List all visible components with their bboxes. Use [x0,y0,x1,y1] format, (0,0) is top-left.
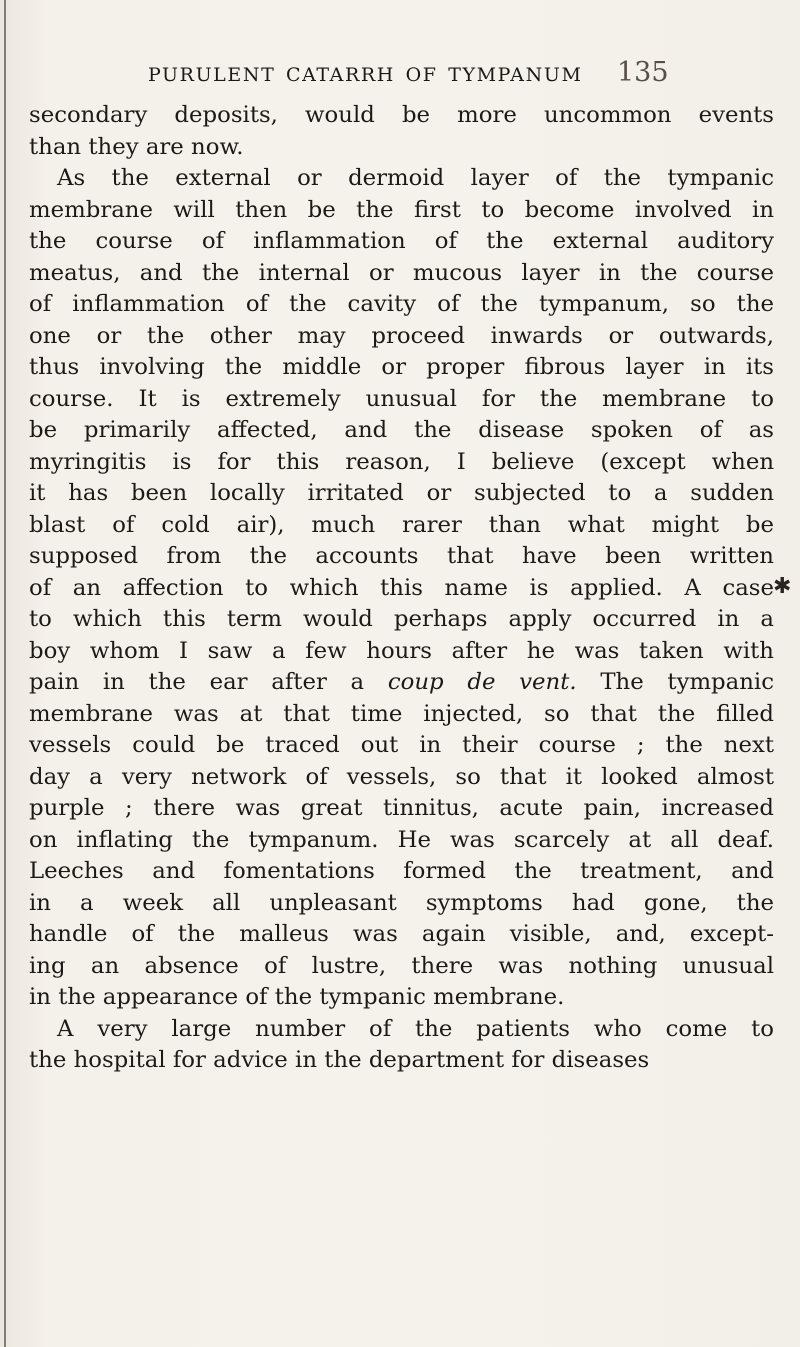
text-line: Leeches and fomentations formed the treatment, and [29,858,774,884]
text-line: it has been locally irritated or subjected to a sudden [29,480,774,506]
text-line: be primarily affected, and the disease spoken of as [29,417,774,443]
page-edge-line [4,0,6,1347]
text-segment: The tympanic [576,669,774,695]
text-line: handle of the malleus was again visible, and, except- [29,921,774,947]
text-line: membrane was at that time injected, so that the filled [29,700,774,727]
text-line: ing an absence of lustre, there was nothing unusual [29,952,774,979]
text-line: of an affection to which this name is applied. A case [29,574,774,601]
text-line: boy whom I saw a few hours after he was taken with [29,637,774,664]
text-line: thus involving the middle or proper fibrous layer in its [29,354,774,380]
text-line: the hospital for advice in the department for diseases [29,1047,650,1073]
text-line: As the external or dermoid layer of the tympanic [57,165,774,191]
text-line: on inflating the tympanum. He was scarcely at all deaf. [29,826,774,853]
text-line: to which this term would perhaps apply occurred in a [29,606,774,632]
text-line: A very large number of the patients who come to [57,1015,774,1042]
text-line: than they are now. [29,133,244,160]
body-text [29,100,774,1077]
italic-phrase: coup de vent. [387,669,577,695]
running-head: PURULENT CATARRH OF TYMPANUM [148,64,583,86]
text-line: in a week all unpleasant symptoms had gone, the [29,889,774,916]
text-segment: pain in the ear after a [29,669,388,695]
text-line [29,667,774,699]
text-line: purple ; there was great tinnitus, acute pain, increased [29,795,774,821]
text-line: one or the other may proceed inwards or outwards, [29,322,774,349]
text-line: myringitis is for this reason, I believe (except when [29,448,774,475]
text-line: day a very network of vessels, so that it looked almost [29,763,774,790]
page-number: 135 [617,57,669,88]
text-line: membrane will then be the first to become involved in [29,196,774,223]
text-line: the course of inflammation of the external auditory [29,228,774,254]
text-line: meatus, and the internal or mucous layer in the course [29,259,774,286]
margin-mark: ✱ [773,574,792,599]
text-line: blast of cold air), much rarer than what might be [29,511,774,538]
text-line: of inflammation of the cavity of the tympanum, so the [29,291,774,317]
text-line: secondary deposits, would be more uncommon events [29,102,774,128]
text-line: supposed from the accounts that have been written [29,543,774,569]
text-line: course. It is extremely unusual for the membrane to [29,385,774,412]
text-line: vessels could be traced out in their course ; the next [29,732,774,758]
text-line: in the appearance of the tympanic membrane. [29,984,565,1010]
